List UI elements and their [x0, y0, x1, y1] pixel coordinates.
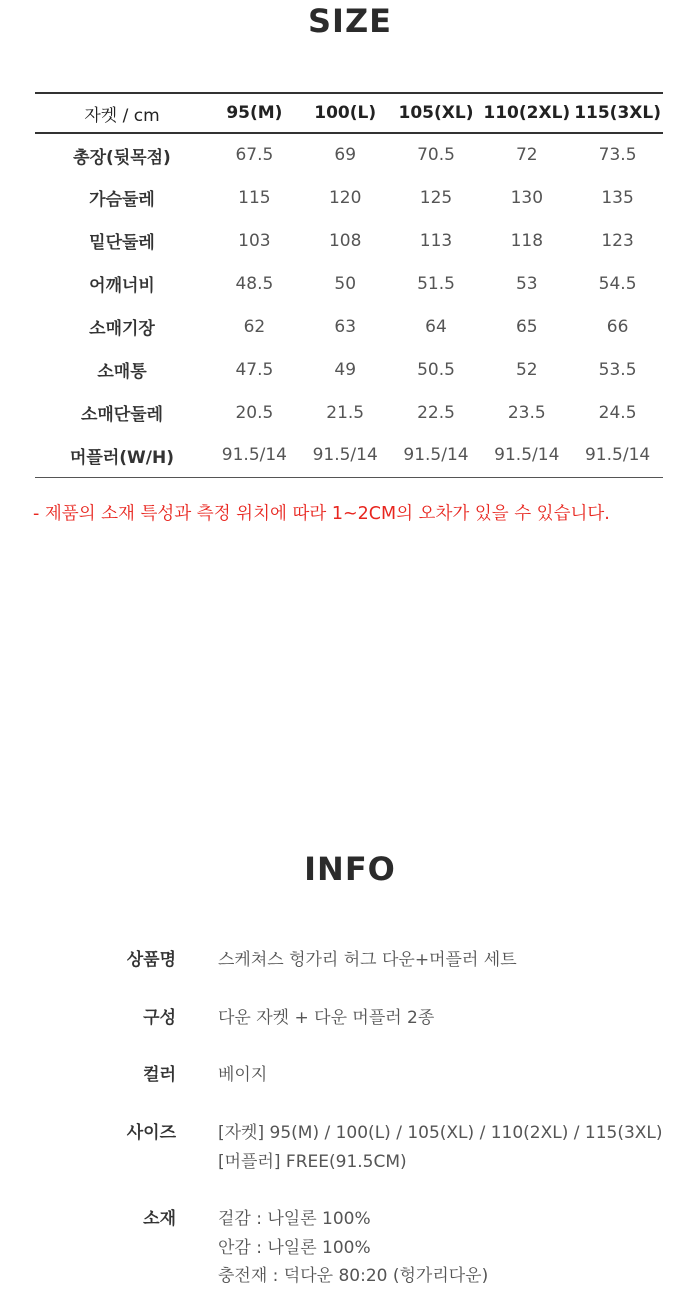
table-cell: 63: [334, 316, 357, 337]
info-value: [머플러] FREE(91.5CM): [218, 1151, 407, 1172]
size-table-header-size: 100(L): [300, 93, 391, 133]
size-table-header-size: 105(XL): [391, 93, 482, 133]
info-label: 상품명: [126, 950, 176, 970]
size-table-header-size: 115(3XL): [572, 93, 663, 133]
info-value: 베이지: [218, 1065, 268, 1085]
table-cell: 20.5: [235, 402, 274, 423]
info-value: 다운 자켓 + 다운 머플러 2종: [218, 1008, 435, 1028]
table-row: [35, 176, 663, 219]
table-cell: 91.5/14: [572, 434, 663, 477]
info-value: 스케쳐스 헝가리 허그 다운+머플러 세트: [218, 950, 517, 970]
table-cell: 52: [515, 359, 538, 380]
table-cell: 72: [515, 145, 538, 165]
size-table-header-size: 110(2XL): [481, 93, 572, 133]
table-row: [35, 434, 663, 477]
info-label: 구성: [143, 1008, 176, 1028]
table-cell: 53.5: [598, 359, 637, 380]
size-section-title: SIZE: [307, 2, 392, 40]
info-label: 컬러: [143, 1065, 176, 1085]
table-cell: 51.5: [417, 273, 455, 294]
table-cell: 48.5: [235, 273, 274, 294]
table-row: [35, 133, 663, 176]
info-label: 사이즈: [126, 1123, 176, 1143]
row-label: 어깨너비: [89, 276, 155, 296]
row-label: 총장(뒷목점): [73, 147, 171, 168]
table-cell: 50: [334, 273, 357, 294]
table-row: [35, 262, 663, 305]
size-table: [35, 92, 663, 478]
info-values: [218, 1061, 688, 1090]
info-values: [218, 1205, 688, 1291]
table-cell: 66: [606, 316, 629, 337]
table-cell: 47.5: [235, 359, 274, 380]
row-label: 밑단둘레: [89, 233, 155, 253]
table-cell: 113: [419, 230, 453, 251]
table-cell: 49: [334, 359, 357, 380]
table-cell: 54.5: [598, 273, 637, 294]
table-cell: 115: [238, 187, 271, 208]
info-section-title: INFO: [304, 850, 396, 888]
row-label: 머플러(W/H): [35, 434, 209, 477]
row-label: 소매통: [97, 362, 147, 382]
table-cell: 50.5: [417, 359, 455, 380]
table-cell: 67.5: [235, 145, 274, 165]
size-table-header-label: 자켓 / cm: [35, 93, 209, 133]
table-cell: 118: [510, 230, 544, 251]
info-label: 소재: [143, 1209, 176, 1229]
table-cell: 130: [510, 187, 544, 208]
table-cell: 123: [601, 230, 634, 251]
table-row: [35, 219, 663, 262]
size-table-header-row: [35, 93, 663, 133]
table-cell: 108: [328, 230, 362, 251]
table-cell: 125: [419, 187, 453, 208]
info-value: 겉감 : 나일론 100%: [218, 1209, 371, 1229]
table-cell: 53: [515, 273, 538, 294]
table-row: [35, 348, 663, 391]
table-cell: 91.5/14: [209, 434, 300, 477]
table-row: [35, 305, 663, 348]
table-cell: 65: [515, 316, 538, 337]
measurement-notice: - 제품의 소재 특성과 측정 위치에 따라 1~2CM의 오차가 있을 수 있습니다.: [33, 504, 610, 524]
table-cell: 91.5/14: [391, 434, 482, 477]
table-cell: 23.5: [507, 402, 546, 423]
table-cell: 135: [601, 187, 634, 208]
table-cell: 64: [425, 316, 447, 337]
table-cell: 69: [334, 145, 357, 165]
table-cell: 70.5: [417, 145, 455, 165]
table-cell: 73.5: [598, 145, 637, 165]
row-label: 가슴둘레: [89, 190, 155, 210]
info-value: 충전재 : 덕다운 80:20 (헝가리다운): [218, 1266, 489, 1286]
row-label: 소매단둘레: [80, 405, 164, 425]
info-values: [218, 946, 688, 975]
table-row: [35, 391, 663, 434]
table-cell: 91.5/14: [300, 434, 391, 477]
table-cell: 91.5/14: [481, 434, 572, 477]
info-values: [218, 1119, 688, 1176]
size-table-header-size: 95(M): [209, 93, 300, 133]
info-value: [자켓] 95(M) / 100(L) / 105(XL) / 110(2XL) / 115(3XL): [218, 1123, 663, 1143]
table-cell: 120: [328, 187, 362, 208]
row-label: 소매기장: [89, 319, 155, 339]
table-cell: 21.5: [326, 402, 365, 423]
table-cell: 62: [243, 316, 266, 337]
table-cell: 24.5: [598, 402, 637, 423]
info-value: 안감 : 나일론 100%: [218, 1237, 371, 1258]
info-values: [218, 1004, 688, 1033]
table-cell: 22.5: [417, 402, 455, 423]
table-cell: 103: [238, 230, 271, 251]
